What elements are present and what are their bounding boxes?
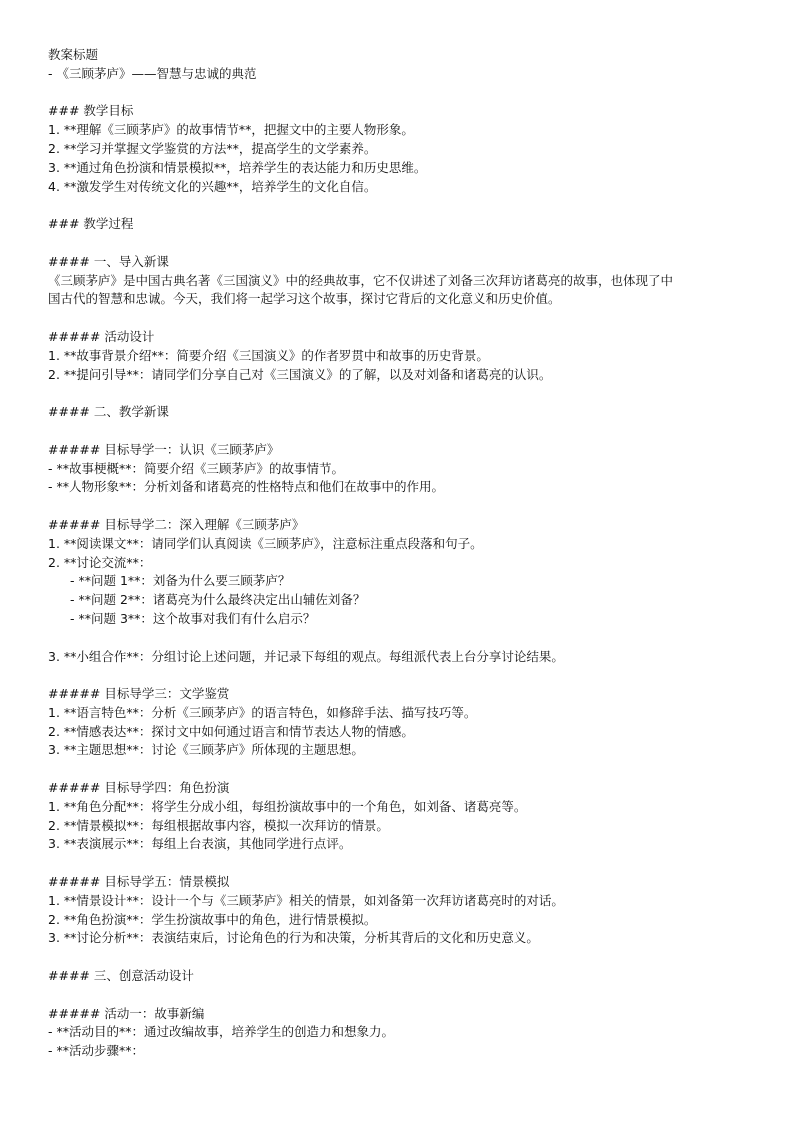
text-line: 3. **主题思想**：讨论《三顾茅庐》所体现的主题思想。	[48, 742, 364, 758]
text-line: 1. **语言特色**：分析《三顾茅庐》的语言特色，如修辞手法、描写技巧等。	[48, 704, 477, 720]
blank-line	[48, 629, 768, 648]
text-line: 教案标题	[48, 47, 99, 62]
blank-line	[48, 234, 768, 253]
text-line: 3. **小组合作**：分组讨论上述问题，并记录下每组的观点。每组派代表上台分享讨论结果。	[48, 648, 564, 664]
text-line: 2. **学习并掌握文学鉴赏的方法**，提高学生的文学素养。	[48, 140, 377, 156]
text-line: 2. **角色扮演**：学生扮演故事中的角色，进行情景模拟。	[48, 911, 377, 927]
blank-line	[48, 422, 768, 441]
text-line: 1. **情景设计**：设计一个与《三顾茅庐》相关的情景，如刘备第一次拜访诸葛亮时的对话。	[48, 892, 564, 908]
text-line: #### 二、教学新课	[48, 404, 169, 420]
blank-line	[48, 84, 768, 103]
text-line: 2. **提问引导**：请同学们分享自己对《三国演义》的了解，以及对刘备和诸葛亮的认识。	[48, 366, 552, 382]
blank-line	[48, 854, 768, 873]
text-line: 2. **讨论交流**：	[48, 554, 152, 570]
text-line: - **活动步骤**：	[48, 1043, 144, 1059]
text-line: 《三顾茅庐》是中国古典名著《三国演义》中的经典故事，它不仅讲述了刘备三次拜访诸葛亮的故事，也体现了中	[48, 272, 674, 288]
text-line: 1. **阅读课文**：请同学们认真阅读《三顾茅庐》，注意标注重点段落和句子。	[48, 535, 483, 551]
blank-line	[48, 948, 768, 967]
blank-line	[48, 497, 768, 516]
sub-list-item: - **问题 2**：诸葛亮为什么最终决定出山辅佐刘备？	[70, 592, 366, 608]
blank-line	[48, 986, 768, 1005]
text-line: #### 三、创意活动设计	[48, 968, 194, 984]
text-line: 2. **情感表达**：探讨文中如何通过语言和情节表达人物的情感。	[48, 723, 414, 739]
text-line: 3. **通过角色扮演和情景模拟**，培养学生的表达能力和历史思维。	[48, 159, 427, 175]
text-line: ### 教学目标	[48, 103, 134, 119]
text-line: ##### 目标导学二：深入理解《三顾茅庐》	[48, 516, 305, 532]
blank-line	[48, 760, 768, 779]
text-line: 3. **表演展示**：每组上台表演，其他同学进行点评。	[48, 836, 352, 852]
text-line: #### 一、导入新课	[48, 253, 169, 269]
text-line: ##### 目标导学四：角色扮演	[48, 780, 230, 796]
text-line: 4. **激发学生对传统文化的兴趣**，培养学生的文化自信。	[48, 178, 377, 194]
text-line: ##### 活动设计	[48, 328, 155, 344]
sub-list-item: - **问题 3**：这个故事对我们有什么启示？	[70, 610, 316, 626]
text-line: - 《三顾茅庐》——智慧与忠诚的典范	[48, 65, 257, 81]
text-line: ##### 活动一：故事新编	[48, 1005, 205, 1021]
blank-line	[48, 384, 768, 403]
text-line: ### 教学过程	[48, 216, 134, 232]
blank-line	[48, 666, 768, 685]
text-line: ##### 目标导学一：认识《三顾茅庐》	[48, 441, 280, 457]
text-line: 1. **理解《三顾茅庐》的故事情节**，把握文中的主要人物形象。	[48, 122, 414, 138]
text-line: - **故事梗概**：简要介绍《三顾茅庐》的故事情节。	[48, 460, 344, 476]
text-line: ##### 目标导学五：情景模拟	[48, 874, 230, 890]
text-line: - **活动目的**：通过改编故事，培养学生的创造力和想象力。	[48, 1024, 394, 1040]
text-line: 1. **故事背景介绍**：简要介绍《三国演义》的作者罗贯中和故事的历史背景。	[48, 347, 489, 363]
document-body	[48, 46, 768, 1061]
blank-line	[48, 196, 768, 215]
sub-list-item: - **问题 1**：刘备为什么要三顾茅庐？	[70, 573, 291, 589]
blank-line	[48, 309, 768, 328]
text-line: 国古代的智慧和忠诚。今天，我们将一起学习这个故事，探讨它背后的文化意义和历史价值。	[48, 291, 561, 307]
text-line: 2. **情景模拟**：每组根据故事内容，模拟一次拜访的情景。	[48, 817, 389, 833]
text-line: ##### 目标导学三：文学鉴赏	[48, 686, 230, 702]
text-line: 3. **讨论分析**：表演结束后，讨论角色的行为和决策，分析其背后的文化和历史意义。	[48, 930, 539, 946]
text-line: - **人物形象**：分析刘备和诸葛亮的性格特点和他们在故事中的作用。	[48, 479, 444, 495]
text-line: 1. **角色分配**：将学生分成小组，每组扮演故事中的一个角色，如刘备、诸葛亮等。	[48, 798, 527, 814]
